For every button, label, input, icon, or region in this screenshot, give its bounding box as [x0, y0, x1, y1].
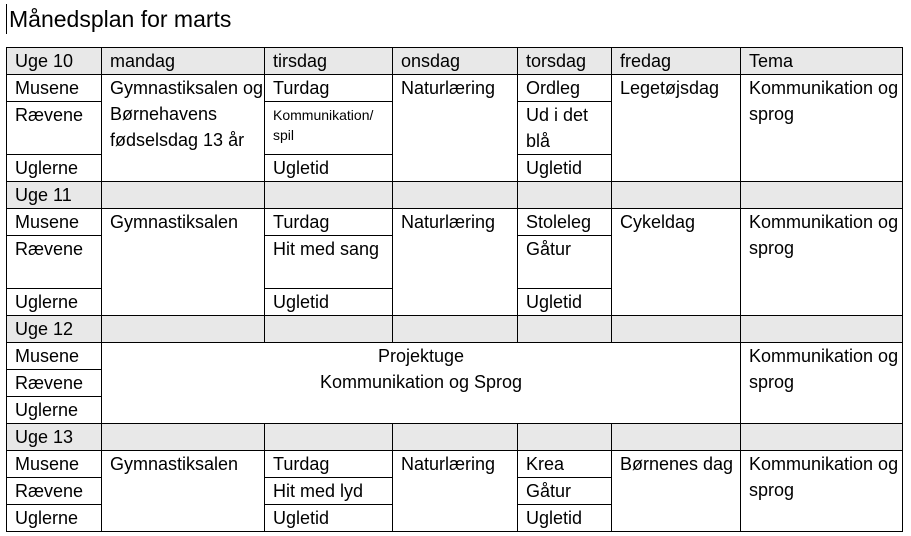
cell-mandag: Gymnastiksalen og Børnehavens fødselsdag 13 år	[102, 75, 265, 182]
header-onsdag: onsdag	[393, 48, 518, 75]
cell-fredag: Legetøjsdag	[612, 75, 741, 182]
cell-tirsdag: Hit med sang	[265, 236, 393, 289]
month-plan-table	[6, 47, 903, 532]
cell-tirsdag: Turdag	[265, 75, 393, 102]
group-label: Uglerne	[7, 397, 102, 424]
cell-onsdag: Naturlæring	[393, 451, 518, 532]
cell-tema: Kommunikation og sprog	[741, 451, 903, 532]
projekt-subtitle: Kommunikation og Sprog	[319, 372, 523, 392]
cell-tirsdag: Ugletid	[265, 289, 393, 316]
cell-torsdag: Ordleg	[518, 75, 612, 102]
cell-tema: Kommunikation og sprog	[741, 343, 903, 424]
cell-torsdag: Gåtur	[518, 478, 612, 505]
cell-torsdag: Krea	[518, 451, 612, 478]
week-label: Uge 12	[7, 316, 102, 343]
table-row	[7, 451, 903, 478]
cell-mandag: Gymnastiksalen	[102, 451, 265, 532]
week-header-row	[7, 424, 903, 451]
group-label: Uglerne	[7, 155, 102, 182]
cell-tirsdag: Hit med lyd	[265, 478, 393, 505]
group-label: Rævene	[7, 478, 102, 505]
header-fredag: fredag	[612, 48, 741, 75]
header-mandag: mandag	[102, 48, 265, 75]
header-tirsdag: tirsdag	[265, 48, 393, 75]
header-tema: Tema	[741, 48, 903, 75]
week-label: Uge 13	[7, 424, 102, 451]
cell-fredag: Børnenes dag	[612, 451, 741, 532]
group-label: Rævene	[7, 236, 102, 289]
group-label: Musene	[7, 75, 102, 102]
cell-torsdag: Ugletid	[518, 155, 612, 182]
group-label: Uglerne	[7, 505, 102, 532]
cell-tirsdag: Kommunikation/ spil	[265, 102, 393, 155]
cell-torsdag: Gåtur	[518, 236, 612, 289]
cell-tema: Kommunikation og sprog	[741, 75, 903, 182]
cell-tema: Kommunikation og sprog	[741, 209, 903, 316]
group-label: Musene	[7, 209, 102, 236]
week-header-row	[7, 48, 903, 75]
group-label: Musene	[7, 343, 102, 370]
group-label: Musene	[7, 451, 102, 478]
cell-projektuge	[102, 343, 741, 424]
group-label: Rævene	[7, 370, 102, 397]
cell-tirsdag: Ugletid	[265, 505, 393, 532]
week-label: Uge 10	[7, 48, 102, 75]
table-row	[7, 209, 903, 236]
table-row	[7, 75, 903, 102]
cell-tirsdag: Turdag	[265, 451, 393, 478]
group-label: Uglerne	[7, 289, 102, 316]
projekt-title: Projektuge	[377, 346, 465, 366]
cell-onsdag: Naturlæring	[393, 209, 518, 316]
cell-torsdag: Ugletid	[518, 505, 612, 532]
group-label: Rævene	[7, 102, 102, 155]
cell-torsdag: Ugletid	[518, 289, 612, 316]
cell-mandag: Gymnastiksalen	[102, 209, 265, 316]
table-row	[7, 343, 903, 370]
cell-tirsdag: Ugletid	[265, 155, 393, 182]
week-header-row	[7, 182, 903, 209]
cell-torsdag: Stoleleg	[518, 209, 612, 236]
week-label: Uge 11	[7, 182, 102, 209]
week-header-row	[7, 316, 903, 343]
cell-onsdag: Naturlæring	[393, 75, 518, 182]
page-title: Månedsplan for marts	[6, 4, 231, 34]
cell-fredag: Cykeldag	[612, 209, 741, 316]
header-torsdag: torsdag	[518, 48, 612, 75]
cell-tirsdag: Turdag	[265, 209, 393, 236]
cell-torsdag: Ud i det blå	[518, 102, 612, 155]
